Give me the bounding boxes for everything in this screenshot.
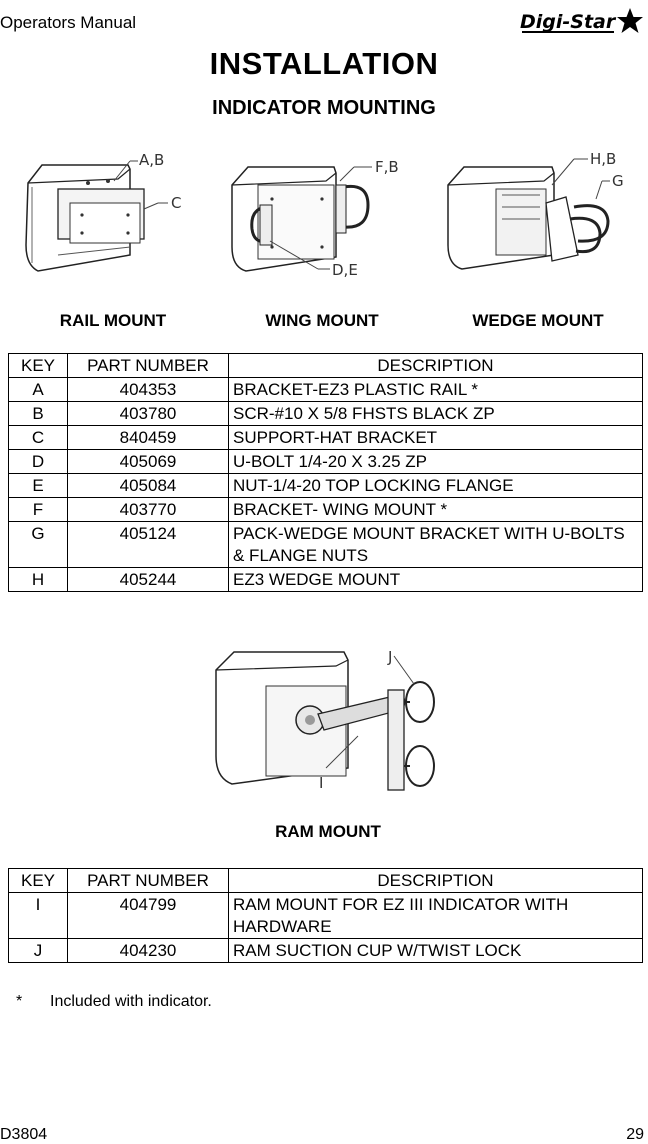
col-description: DESCRIPTION [229, 354, 643, 378]
callout-fb: F,B [375, 158, 399, 176]
page-title: INSTALLATION [209, 46, 439, 81]
cell-key: J [9, 939, 68, 963]
table-row [9, 498, 643, 522]
table-row [9, 893, 643, 939]
cell-desc: RAM SUCTION CUP W/TWIST LOCK [229, 939, 643, 963]
cell-key: C [9, 426, 68, 450]
callout-j: J [388, 648, 393, 666]
callout-c: C [171, 194, 182, 212]
cell-desc: EZ3 WEDGE MOUNT [229, 568, 643, 592]
table-row [9, 522, 643, 568]
table-row [9, 402, 643, 426]
callout-i: I [319, 774, 324, 792]
col-key: KEY [9, 869, 68, 893]
cell-key: A [9, 378, 68, 402]
manual-header: Operators Manual [0, 13, 137, 32]
cell-desc: SCR-#10 X 5/8 FHSTS BLACK ZP [229, 402, 643, 426]
callout-de: D,E [332, 261, 358, 279]
cell-part: 405124 [68, 522, 229, 568]
cell-key: D [9, 450, 68, 474]
cell-desc: PACK-WEDGE MOUNT BRACKET WITH U-BOLTS & FLANGE NUTS [229, 522, 643, 568]
rail-mount-caption: RAIL MOUNT [59, 311, 167, 330]
callout-g: G [612, 172, 624, 190]
logo-text: Digi-Star [520, 11, 616, 33]
table-row [9, 939, 643, 963]
ram-mount-figure [208, 640, 448, 800]
parts-table-1 [8, 353, 643, 592]
callout-hb: H,B [590, 150, 617, 168]
footnote-marker: * [16, 993, 23, 1010]
star-icon [617, 8, 643, 33]
cell-key: I [9, 893, 68, 939]
cell-part: 405244 [68, 568, 229, 592]
table-header-row [9, 869, 643, 893]
cell-desc: U-BOLT 1/4-20 X 3.25 ZP [229, 450, 643, 474]
wing-mount-caption: WING MOUNT [265, 311, 379, 330]
cell-desc: NUT-1/4-20 TOP LOCKING FLANGE [229, 474, 643, 498]
cell-desc: SUPPORT-HAT BRACKET [229, 426, 643, 450]
wedge-mount-caption: WEDGE MOUNT [472, 311, 604, 330]
digi-star-logo [518, 6, 644, 36]
col-part-number: PART NUMBER [68, 354, 229, 378]
table-row [9, 426, 643, 450]
table-header-row [9, 354, 643, 378]
wedge-mount-figure [440, 145, 640, 280]
cell-part: 404230 [68, 939, 229, 963]
cell-desc: BRACKET-EZ3 PLASTIC RAIL * [229, 378, 643, 402]
cell-part: 405069 [68, 450, 229, 474]
cell-key: B [9, 402, 68, 426]
section-subtitle: INDICATOR MOUNTING [212, 97, 436, 119]
wing-mount-figure [222, 145, 412, 285]
cell-part: 404353 [68, 378, 229, 402]
col-key: KEY [9, 354, 68, 378]
col-part-number: PART NUMBER [68, 869, 229, 893]
cell-desc: RAM MOUNT FOR EZ III INDICATOR WITH HARDWARE [229, 893, 643, 939]
table-row [9, 474, 643, 498]
table-row [9, 568, 643, 592]
footnote [16, 993, 212, 1011]
col-description: DESCRIPTION [229, 869, 643, 893]
cell-key: F [9, 498, 68, 522]
parts-table-2 [8, 868, 643, 963]
cell-key: H [9, 568, 68, 592]
callout-ab: A,B [139, 151, 165, 169]
cell-part: 840459 [68, 426, 229, 450]
cell-desc: BRACKET- WING MOUNT * [229, 498, 643, 522]
cell-part: 405084 [68, 474, 229, 498]
document-number: D3804 [0, 1126, 48, 1143]
rail-mount-figure [18, 145, 208, 280]
cell-part: 403780 [68, 402, 229, 426]
cell-part: 403770 [68, 498, 229, 522]
cell-key: G [9, 522, 68, 568]
ram-mount-caption: RAM MOUNT [275, 822, 381, 841]
table-row [9, 450, 643, 474]
cell-key: E [9, 474, 68, 498]
footnote-text: Included with indicator. [50, 993, 212, 1010]
table-row [9, 378, 643, 402]
page-number: 29 [626, 1126, 644, 1143]
cell-part: 404799 [68, 893, 229, 939]
